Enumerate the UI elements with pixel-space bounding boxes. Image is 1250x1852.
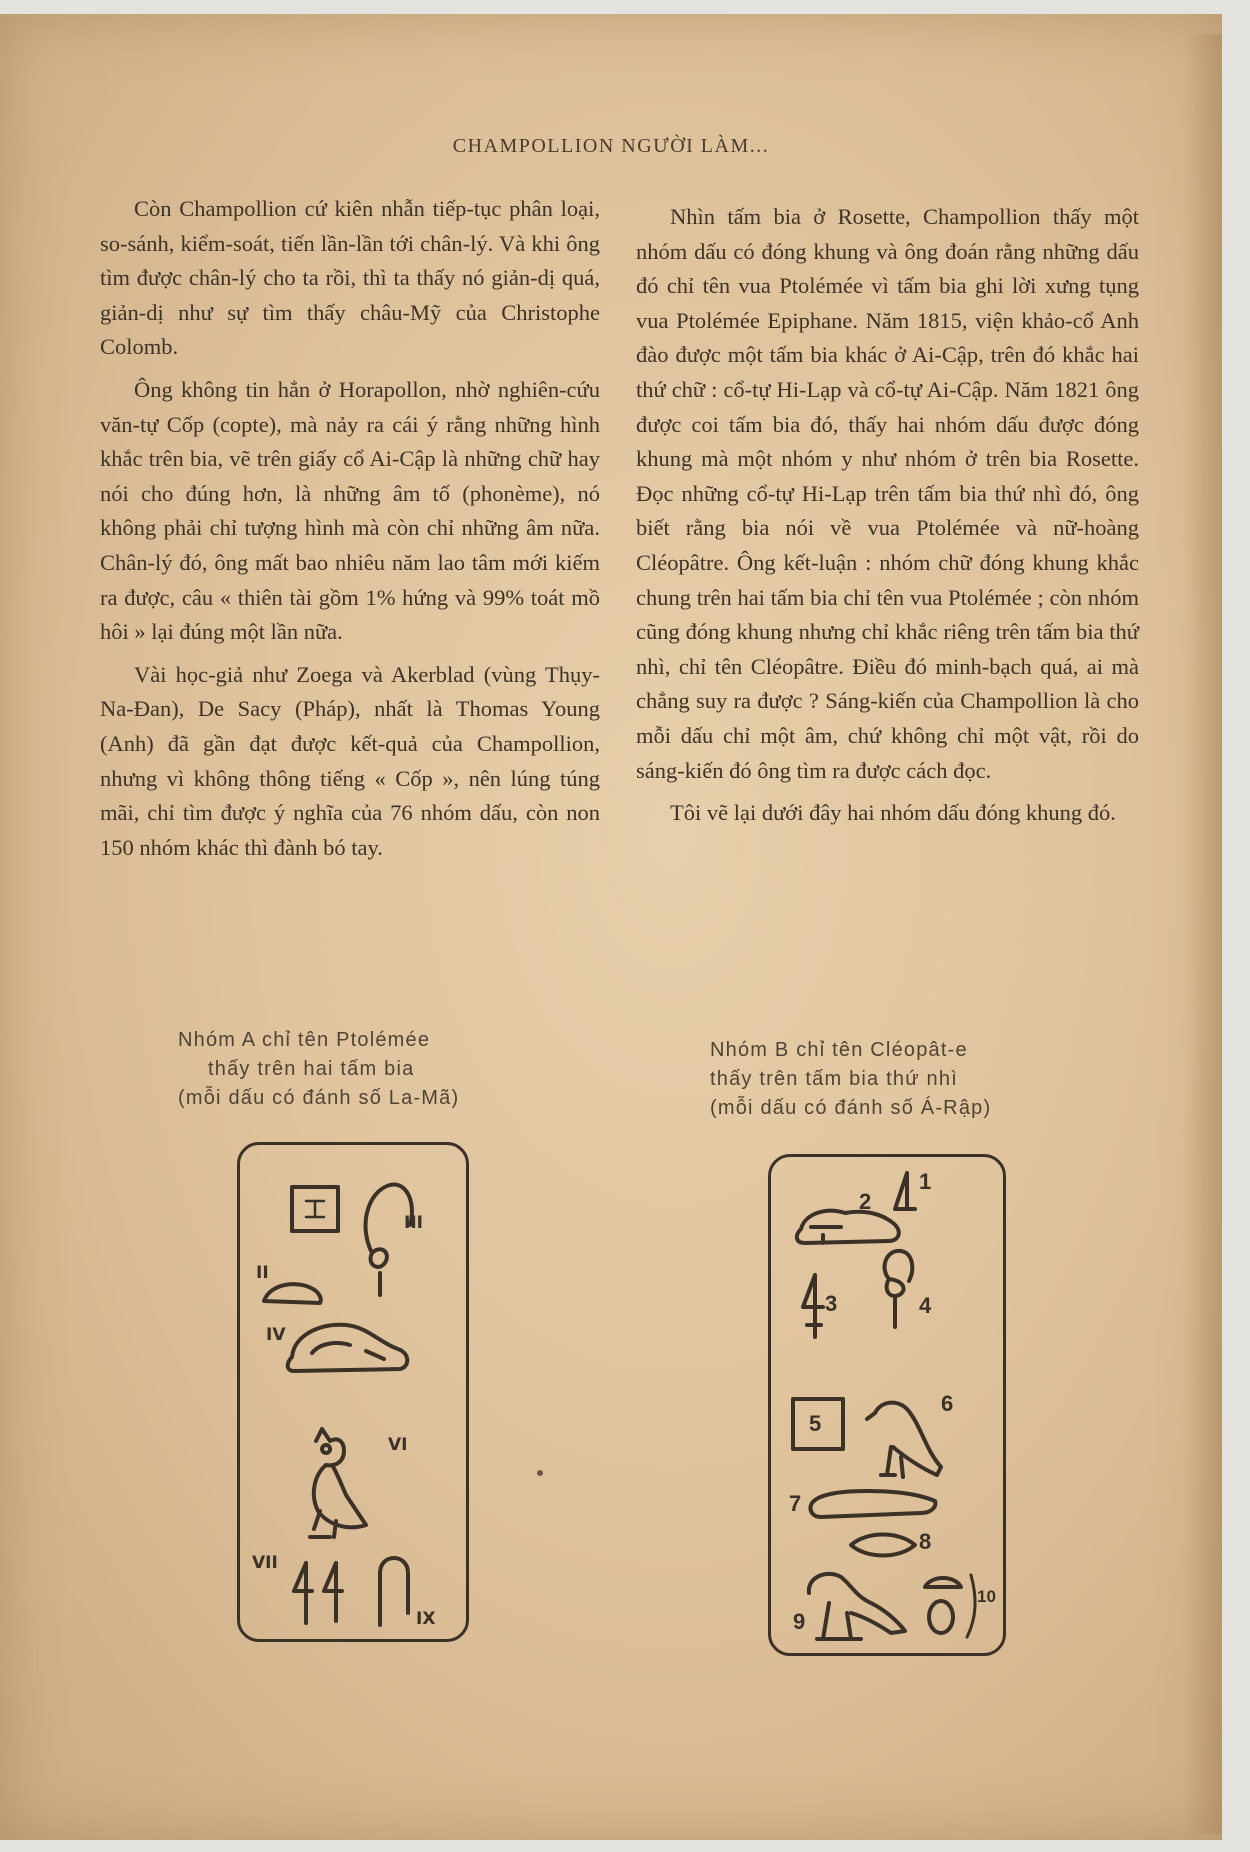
label-1: 1 — [919, 1169, 932, 1194]
ink-speck — [537, 1470, 543, 1476]
label-IV: IV — [266, 1325, 286, 1345]
owl-glyph — [310, 1429, 366, 1537]
cartouche-b-cleopatre — [768, 1154, 1006, 1656]
left-paragraph-1: Còn Champollion cứ kiên nhẫn tiếp-tục phân loại, so-sánh, kiểm-soát, tiến lần-lần tới chân-lý. Và khi ông tìm được chân-lý cho ta rồi, thì ta thấy nó giản-dị quá, giản-dị như sự tìm thấy châu-Mỹ của Christophe Colomb. — [100, 196, 600, 360]
left-paragraph-3: Vài học-giả như Zoega và Akerblad (vùng Thụy-Na-Đan), De Sacy (Pháp), nhất là Thomas Young (Anh) đã gần đạt được kết-quả của Champollion, nhưng vì không thông tiếng « Cốp », nên lúng túng mãi, chỉ tìm được ý nghĩa của 76 nhóm dấu, còn non 150 nhóm khác thì đành bó tay. — [100, 661, 600, 860]
cartouche-b-hieroglyphs — [771, 1157, 1003, 1653]
lion-glyph — [288, 1325, 408, 1371]
egg-glyph — [929, 1601, 953, 1633]
caption-a-line-3: (mỗi dấu có đánh số La-Mã) — [178, 1087, 460, 1109]
caption-b-line-1: Nhóm B chỉ tên Cléopât-e — [710, 1039, 968, 1061]
caption-b-line-2: thấy trên tấm bia thứ nhì — [710, 1068, 958, 1090]
label-2: 2 — [859, 1189, 872, 1214]
label-10: 10 — [977, 1587, 996, 1606]
running-header: CHAMPOLLION NGƯỜI LÀM... — [452, 135, 770, 157]
vulture-glyph — [809, 1574, 905, 1639]
page-edge-shadow — [1184, 34, 1222, 1834]
half-dome-glyph — [264, 1284, 321, 1303]
label-VI: VI — [388, 1435, 408, 1455]
book-page — [0, 14, 1222, 1840]
label-4: 4 — [919, 1293, 932, 1318]
cartouche-a-ptolemee — [237, 1142, 469, 1642]
rope-glyph — [885, 1251, 913, 1327]
folded-cloth-glyph — [380, 1558, 408, 1625]
left-paragraph-2: Ông không tin hẳn ở Horapollon, nhờ nghiên-cứu văn-tự Cốp (copte), mà nảy ra cái ý rằng những hình khắc trên bia, vẽ trên giấy cổ Ai-Cập là những chữ hay nói cho đúng hơn, là những âm tố (phonème), nó không phải chỉ tượng hình mà còn chỉ những âm nữa. Chân-lý đó, ông mất bao nhiêu năm lao tâm mới kiếm ra được, câu « thiên tài gồm 1% hứng và 99% toát mồ hôi » lại đúng một lần nữa. — [100, 376, 600, 645]
reed-glyph — [895, 1173, 915, 1209]
caption-group-b — [710, 1036, 1090, 1123]
mouth-glyph — [851, 1535, 915, 1556]
label-5: 5 — [809, 1411, 822, 1436]
bread-glyph — [925, 1578, 961, 1587]
label-9: 9 — [793, 1609, 806, 1634]
reed-glyph-2 — [324, 1563, 342, 1621]
caption-a-line-2: thấy trên hai tấm bia — [208, 1058, 415, 1080]
label-III: III — [404, 1213, 423, 1233]
lion-glyph — [797, 1211, 899, 1243]
right-paragraph-2: Tôi vẽ lại dưới đây hai nhóm dấu đóng khung đó. — [670, 800, 1116, 826]
label-6: 6 — [941, 1391, 954, 1416]
label-II: II — [256, 1263, 269, 1283]
caption-group-a — [178, 1026, 538, 1113]
caption-b-line-3: (mỗi dấu có đánh số Á-Rập) — [710, 1097, 992, 1119]
left-column — [100, 192, 600, 873]
caption-a-line-1: Nhóm A chỉ tên Ptolémée — [178, 1029, 431, 1051]
right-column — [636, 200, 1139, 839]
label-IX: IX — [416, 1609, 436, 1629]
rope-glyph — [366, 1185, 412, 1295]
right-paragraph-1: Nhìn tấm bia ở Rosette, Champollion thấy một nhóm dấu có đóng khung và ông đoán rằng những dấu đó chỉ tên vua Ptolémée vì tấm bia ghi lời xưng tụng vua Ptolémée Epiphane. Năm 1815, viện khảo-cổ Anh đào được một tấm bia khác ở Ai-Cập, trên đó khắc hai thứ chữ : cổ-tự Hi-Lạp và cổ-tự Ai-Cập. Năm 1821 ông được coi tấm bia đó, thấy hai nhóm dấu được đóng khung mà một nhóm y như nhóm ở trên bia Rosette. Đọc những cổ-tự Hi-Lạp trên tấm bia thứ nhì đó, ông biết rằng bia nói về vua Ptolémée và nữ-hoàng Cléopâtre. Ông kết-luận : nhóm chữ đóng khung khắc chung trên hai tấm bia chỉ tên vua Ptolémée ; còn nhóm cũng đóng khung nhưng chỉ khắc riêng trên tấm bia thứ nhì, chỉ tên Cléopâtre. Điều đó minh-bạch quá, ai mà chẳng suy ra được ? Sáng-kiến của Champollion là cho mỗi dấu chỉ một âm, chứ không chỉ một vật, rồi do sáng-kiến đó ông tìm ra được cách đọc. — [636, 204, 1139, 783]
reed-glyph-2 — [803, 1275, 823, 1337]
hand-glyph — [810, 1491, 935, 1517]
label-7: 7 — [789, 1491, 802, 1516]
reed-glyph-1 — [294, 1563, 312, 1623]
label-8: 8 — [919, 1529, 932, 1554]
eagle-glyph — [867, 1403, 941, 1477]
label-VII: VII — [252, 1553, 278, 1573]
label-3: 3 — [825, 1291, 838, 1316]
